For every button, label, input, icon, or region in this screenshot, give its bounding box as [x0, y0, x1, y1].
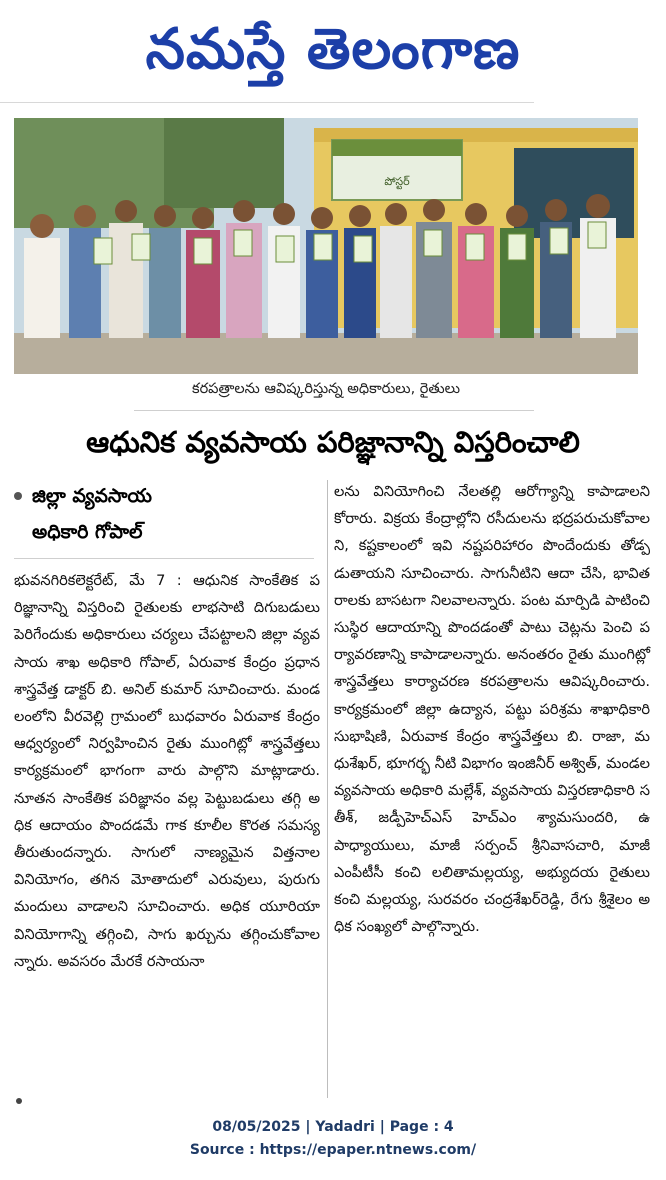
footer-date-edition: 08/05/2025 | Yadadri | Page : 4: [212, 1119, 454, 1135]
article-body-right: లను వినియోగించి నేలతల్లి ఆరోగ్యాన్ని కాపాడాలని కోరారు. విక్రయ కేంద్రాల్లోని రసీదులను భద్రపరుచుకోవాలని, కష్టకాలంలో ఇవి నష్టపరిహారం పొందేందుకు తోడ్పడుతాయని సూచించారు. సాగునీటిని ఆదా చేసి, భావితరాలకు బాసటగా నిలవాలన్నారు. పంట మార్పిడి పాటించి సుస్థిర ఆదాయాన్ని పొందడంతో పాటు చెట్లను పెంచి పర్యావరణాన్ని కాపాడాలన్నారు. అనంతరం రైతు ముంగిట్లో శాస్త్రవేత్తలు కార్యాచరణ కరపత్రాలను ఆవిష్కరించారు. కార్యక్రమంలో జిల్లా ఉద్యాన, పట్టు పరిశ్రమ శాఖాధికారి సుభాషిణి, ఏరువాక కేంద్రం శాస్త్రవేత్తలు బి. రాజా, మధుశేఖర్, భూగర్భ నీటి విభాగం ఇంజినీర్ అశ్విత్, మండల వ్యవసాయ అధికారి మల్లేశ్, వ్యవసాయ విస్తరణాధికారి సతీశ్, జడ్పీహెచ్ఎస్ హెచ్ఎం శ్యామసుందరి, ఉపాధ్యాయులు, మాజీ సర్పంచ్ శ్రీనివాసచారి, మాజీ ఎంపీటీసీ కంచి లలితామల్లయ్య, అభ్యుదయ రైతులు కంచి మల్లయ్య, సురవరం చంద్రశేఖర్‌రెడ్డి, రేగు శ్రీశైలం అధిక సంఖ్యలో పాల్గొన్నారు.: [334, 483, 650, 936]
article-headline: ఆధునిక వ్యవసాయ పరిజ్ఞానాన్ని విస్తరించాలి: [86, 425, 580, 459]
article-body-left: భువనగిరికలెక్టరేట్, మే 7 : ఆధునిక సాంకేతిక పరిజ్ఞానాన్ని విస్తరించి రైతులకు లాభసాటి దిగుబడులు పెరిగేందుకు అధికారులు చర్యలు చేపట్టాలని జిల్లా వ్యవసాయ శాఖ అధికారి గోపాల్, ఏరువాక కేంద్రం ప్రధాన శాస్త్రవేత్త డాక్టర్ బి. అనిల్ కుమార్ సూచించారు. మండలంలోని వీరవెల్లి గ్రామంలో బుధవారం ఏరువాక కేంద్రం ఆధ్వర్యంలో నిర్వహించిన రైతు ముంగిట్లో శాస్త్రవేత్తలు కార్యక్రమంలో భాగంగా వారు పాల్గొని మాట్లాడారు. నూతన సాంకేతిక పరిజ్ఞానం వల్ల పెట్టుబడులు తగ్గి అధిక ఆదాయం పొందడమే గాక కూలీల కొరత సమస్య తీరుతుందన్నారు. సాగులో నాణ్యమైన విత్తనాల వినియోగం, తగిన మోతాదులో ఎరువులు, పురుగు మందులు వాడాలని సూచించారు. అధిక యూరియా వినియోగాన్ని తగ్గించి, సాగు ఖర్చును తగ్గించుకోవాలన్నారు. అవసరం మేరకే రసాయనా: [14, 572, 320, 970]
column-divider: [327, 480, 328, 1098]
end-mark: [16, 1098, 22, 1104]
caption-divider: [134, 410, 534, 411]
news-photo: [14, 118, 638, 374]
bullet-icon: [14, 492, 22, 500]
masthead-title: నమస్తే తెలంగాణ: [145, 17, 521, 82]
photo-banner-text: పోస్టర్: [384, 175, 410, 188]
article-subhead: [14, 478, 320, 550]
subhead-line2: అధికారి గోపాల్: [32, 521, 143, 543]
article-column-right: [334, 478, 650, 940]
subhead-line1: జిల్లా వ్యవసాయ: [32, 485, 152, 507]
subhead-divider: [14, 558, 314, 559]
footer-source: Source : https://epaper.ntnews.com/: [189, 1142, 477, 1158]
masthead-divider: [0, 102, 534, 103]
subhead-row: [14, 478, 320, 514]
masthead: [0, 0, 666, 100]
photo-caption: కరపత్రాలను ఆవిష్కరిస్తున్న అధికారులు, రైతులు: [192, 381, 460, 397]
article-column-left: [14, 478, 320, 975]
photo-illustration: [14, 118, 638, 374]
